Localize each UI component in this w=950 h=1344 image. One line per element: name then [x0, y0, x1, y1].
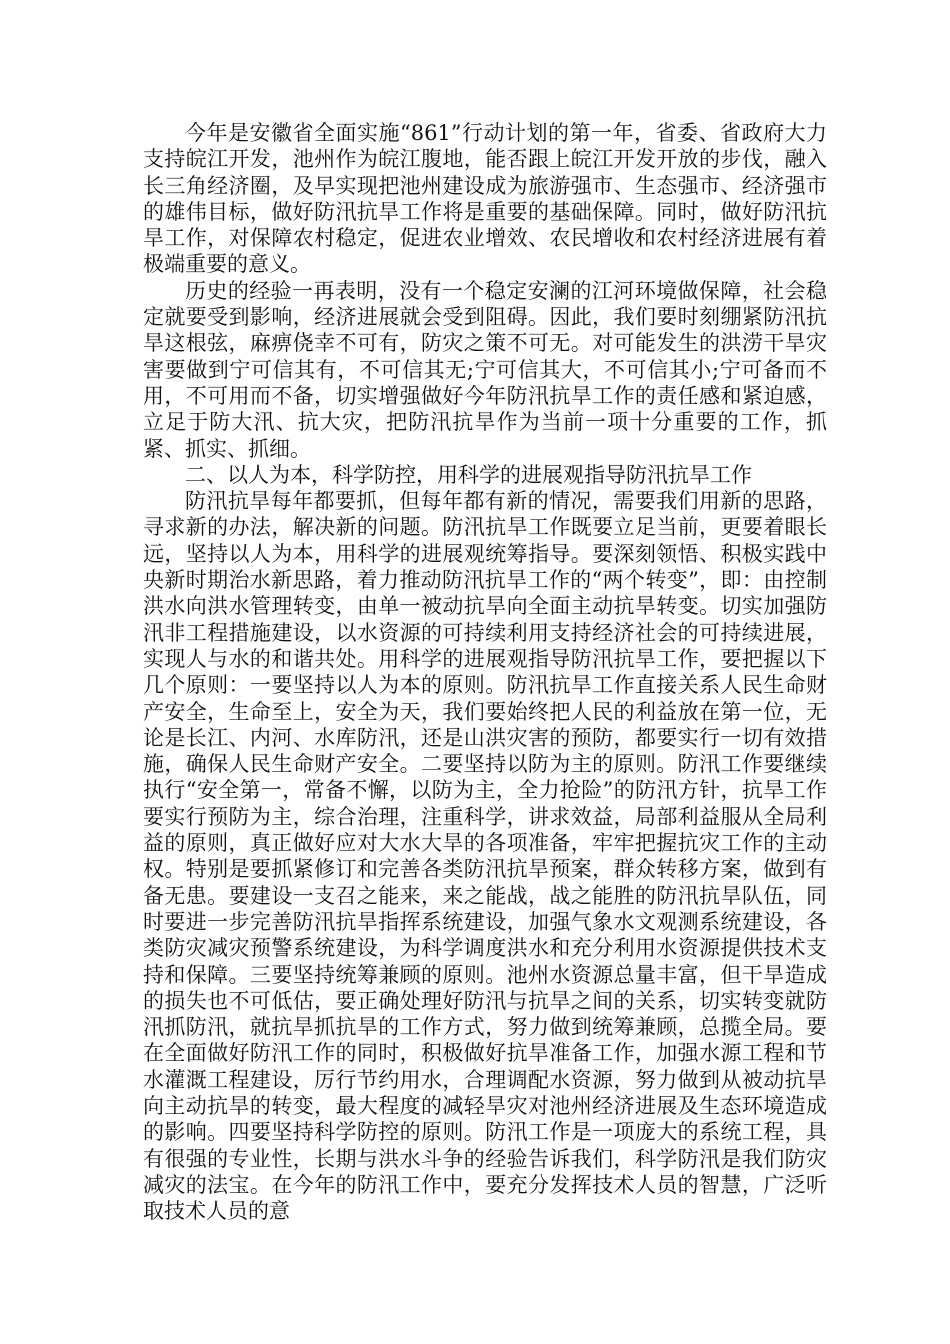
document-body	[143, 120, 827, 1224]
paragraph-historical-lesson: 历史的经验一再表明，没有一个稳定安澜的江河环境做保障，社会稳定就要受到影响，经济进展就会受到阻碍。因此，我们要时刻绷紧防汛抗旱这根弦，麻痹侥幸不可有，防灾之策不可无。对可能发生的洪涝干旱灾害要做到宁可信其有，不可信其无;宁可信其大，不可信其小;宁可备而不用，不可用而不备，切实增强做好今年防汛抗旱工作的责任感和紧迫感，立足于防大汛、抗大灾，把防汛抗旱作为当前一项十分重要的工作，抓紧、抓实、抓细。	[143, 278, 827, 461]
section-heading: 二、以人为本，科学防控，用科学的进展观指导防汛抗旱工作	[185, 462, 752, 487]
paragraph-principles: 防汛抗旱每年都要抓，但每年都有新的情况，需要我们用新的思路，寻求新的办法，解决新的问题。防汛抗旱工作既要立足当前，更要着眼长远，坚持以人为本，用科学的进展观统筹指导。要深刻领悟、积极实践中央新时期治水新思路，着力推动防汛抗旱工作的“两个转变”，即：由控制洪水向洪水管理转变，由单一被动抗旱向全面主动抗旱转变。切实加强防汛非工程措施建设，以水资源的可持续利用支持经济社会的可持续进展，实现人与水的和谐共处。用科学的进展观指导防汛抗旱工作，要把握以下几个原则：一要坚持以人为本的原则。防汛抗旱工作直接关系人民生命财产安全，生命至上，安全为天，我们要始终把人民的利益放在第一位，无论是长江、内河、水库防汛，还是山洪灾害的预防，都要实行一切有效措施，确保人民生命财产安全。二要坚持以防为主的原则。防汛工作要继续执行“安全第一，常备不懈，以防为主，全力抢险”的防汛方针，抗旱工作要实行预防为主，综合治理，注重科学，讲求效益，局部利益服从全局利益的原则，真正做好应对大水大旱的各项准备，牢牢把握抗灾工作的主动权。特别是要抓紧修订和完善各类防汛抗旱预案，群众转移方案，做到有备无患。要建设一支召之能来，来之能战，战之能胜的防汛抗旱队伍，同时要进一步完善防汛抗旱指挥系统建设，加强气象水文观测系统建设，各类防灾减灾预警系统建设，为科学调度洪水和充分利用水资源提供技术支持和保障。三要坚持统筹兼顾的原则。池州水资源总量丰富，但干旱造成的损失也不可低估，要正确处理好防汛与抗旱之间的关系，切实转变就防汛抓防汛，就抗旱抓抗旱的工作方式，努力做到统筹兼顾，总揽全局。要在全面做好防汛工作的同时，积极做好抗旱准备工作，加强水源工程和节水灌溉工程建设，厉行节约用水，合理调配水资源，努力做到从被动抗旱向主动抗旱的转变，最大程度的减轻旱灾对池州经济进展及生态环境造成的影响。四要坚持科学防控的原则。防汛工作是一项庞大的系统工程，具有很强的专业性，长期与洪水斗争的经验告诉我们，科学防汛是我们防灾减灾的法宝。在今年的防汛工作中，要充分发挥技术人员的智慧，广泛听取技术人员的意	[143, 489, 827, 1224]
paragraph-significance: 今年是安徽省全面实施“861”行动计划的第一年，省委、省政府大力支持皖江开发，池州作为皖江腹地，能否跟上皖江开发开放的步伐，融入长三角经济圈，及早实现把池州建设成为旅游强市、生态强市、经济强市的雄伟目标，做好防汛抗旱工作将是重要的基础保障。同时，做好防汛抗旱工作，对保障农村稳定，促进农业增效、农民增收和农村经济进展有着极端重要的意义。	[143, 121, 827, 277]
